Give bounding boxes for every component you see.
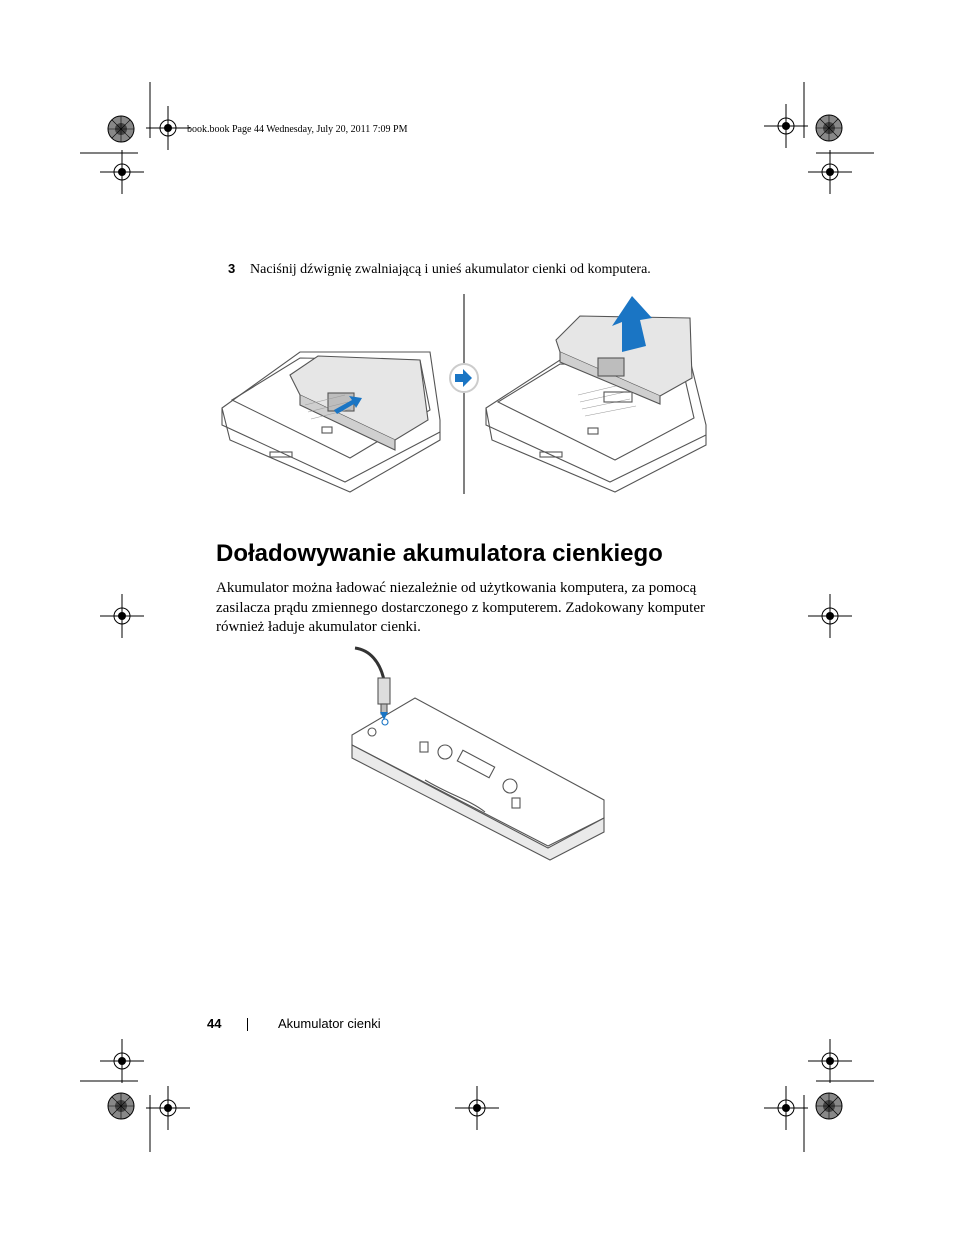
step-instruction (228, 261, 651, 278)
step-number: 3 (228, 261, 236, 276)
page-number: 44 (207, 1016, 222, 1031)
section-body: Akumulator można ładować niezależnie od użytkowania komputera, za pomocą zasilacza prądu zmiennego dostarczonego z komputerem. Zadokowany komputer również ładuje akumulator cienki. (216, 580, 705, 635)
step-text: Naciśnij dźwignię zwalniającą i unieś akumulator cienki od komputera. (250, 262, 651, 277)
footer-section-label: Akumulator cienki (278, 1016, 381, 1031)
footer-divider (247, 1018, 248, 1031)
section-title: Doładowywanie akumulatora cienkiego (216, 540, 663, 567)
print-header: book.book Page 44 Wednesday, July 20, 2011 7:09 PM (187, 124, 408, 135)
